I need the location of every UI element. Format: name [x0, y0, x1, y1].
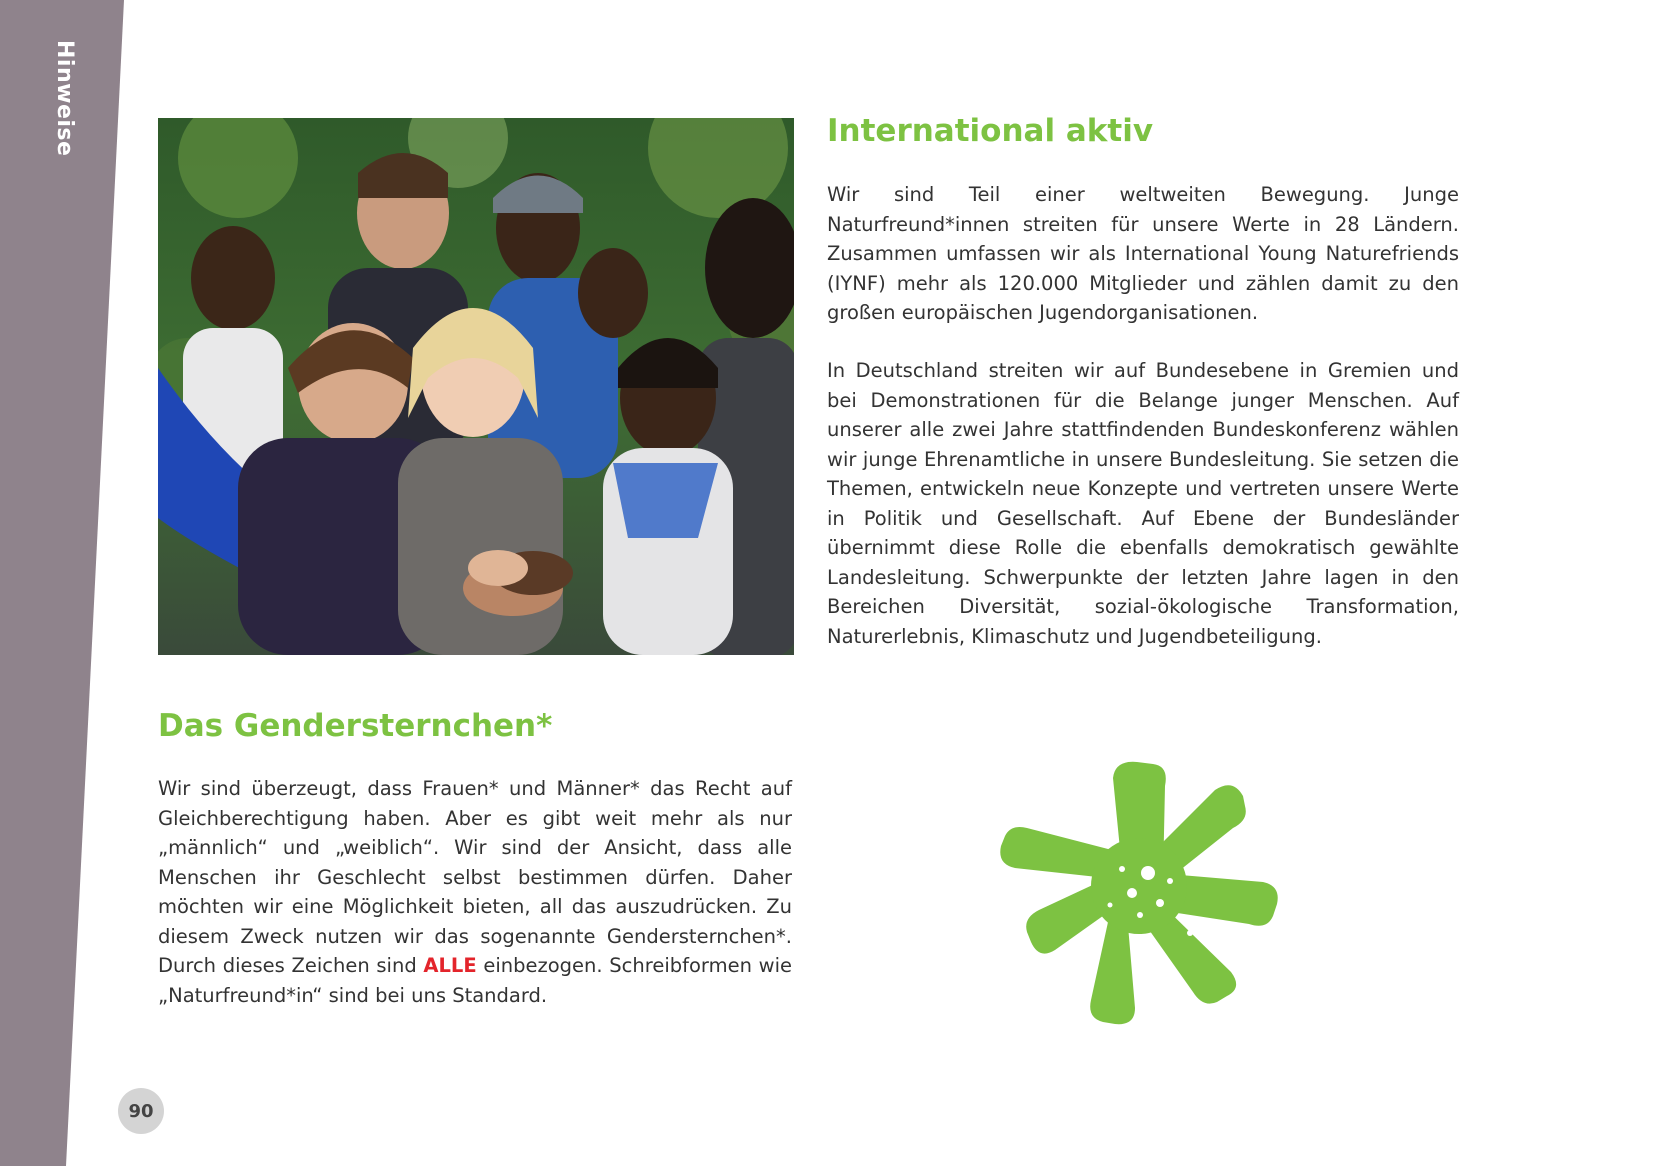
section-title-international: International aktiv: [827, 113, 1154, 149]
side-band: [0, 0, 140, 1166]
gender-text-after: einbezogen. Schreibformen wie „Naturfreund*in“ sind bei uns Standard.: [158, 954, 792, 1007]
photo-illustration: [158, 118, 794, 655]
section-title-gender: Das Gendersternchen*: [158, 708, 553, 744]
side-band-shape: [0, 0, 140, 1166]
green-asterisk-star-icon: [1000, 755, 1290, 1030]
highlight-alle: ALLE: [423, 954, 477, 977]
section-label: Hinweise: [52, 40, 77, 157]
paragraph-gender: [158, 774, 792, 1010]
group-photo: [158, 118, 794, 655]
paragraph-international-2: In Deutschland streiten wir auf Bundesebene in Gremien und bei Demonstrationen für die Belange junger Menschen. Auf unserer alle zwei Jahre stattfindenden Bundeskonferenz wählen wir junge Ehrenamtliche in unsere Bundesleitung. Sie setzen die Themen, entwickeln neue Konzepte und vertreten unsere Werte in Politik und Gesellschaft. Auf Ebene der Bundesländer übernimmt diese Rolle die ebenfalls demokratisch gewählte Landesleitung. Schwerpunkte der letzten Jahre lagen in den Bereichen Diversität, sozial-ökologische Transformation, Naturerlebnis, Klimaschutz und Jugendbeteiligung.: [827, 359, 1459, 648]
asterisk-shape: [1000, 755, 1290, 1030]
page-number: 90: [118, 1088, 164, 1134]
gender-text-before: Wir sind überzeugt, dass Frauen* und Männer* das Recht auf Gleichberechtigung haben. Aber es gibt weit mehr als nur „männlich“ und „weiblich“. Wir sind der Ansicht, dass alle Menschen ihr Geschlecht selbst bestimmen dürfen. Daher möchten wir eine Möglichkeit bieten, all das auszudrücken. Zu diesem Zweck nutzen wir das sogenannte Gendersternchen*. Durch dieses Zeichen sind: [158, 777, 792, 977]
paragraph-international-1: Wir sind Teil einer weltweiten Bewegung. Junge Naturfreund*innen streiten für unsere Werte in 28 Ländern. Zusammen umfassen wir als International Young Naturefriends (IYNF) mehr als 120.000 Mitglieder und zählen damit zu den großen europäischen Jugendorganisationen.: [827, 183, 1459, 324]
